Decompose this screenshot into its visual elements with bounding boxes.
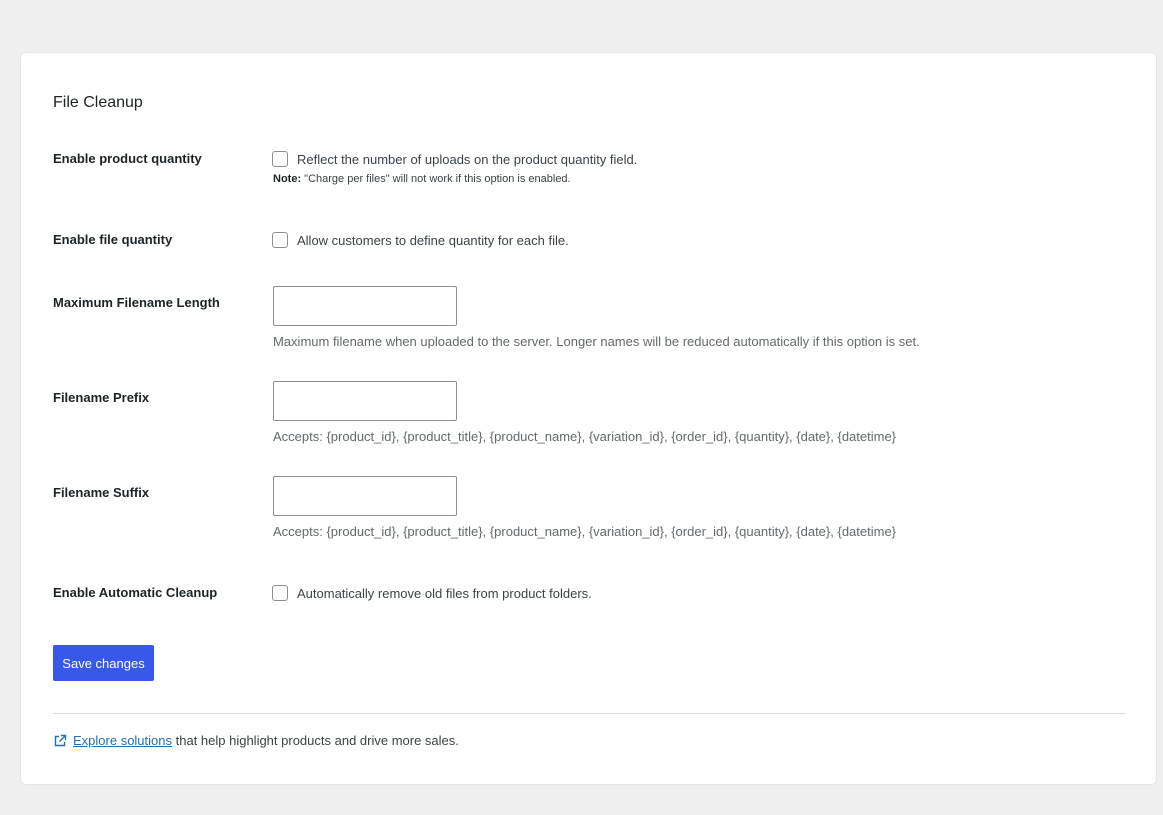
settings-card: [20, 52, 1157, 785]
max-filename-length-input[interactable]: [273, 286, 457, 326]
note-prefix: Note:: [273, 173, 302, 185]
filename-suffix-input[interactable]: [273, 476, 457, 516]
automatic-cleanup-checkbox-label[interactable]: Automatically remove old files from product folders.: [297, 586, 592, 601]
automatic-cleanup-checkbox[interactable]: [272, 585, 288, 601]
section-title: File Cleanup: [53, 94, 143, 111]
filename-prefix-label: Filename Prefix: [53, 390, 150, 405]
product-quantity-checkbox[interactable]: [272, 151, 288, 167]
file-quantity-checkbox-label[interactable]: Allow customers to define quantity for each file.: [297, 233, 569, 248]
filename-prefix-description: Accepts: {product_id}, {product_title}, {product_name}, {variation_id}, {order_id}, {quantity}, {date}, {datetime}: [273, 429, 897, 444]
save-changes-button[interactable]: Save changes: [53, 645, 154, 681]
footer-text: that help highlight products and drive more sales.: [172, 733, 459, 748]
max-filename-length-label: Maximum Filename Length: [53, 295, 220, 310]
product-quantity-note: [273, 173, 571, 185]
product-quantity-label: Enable product quantity: [53, 151, 202, 166]
note-text: "Charge per files" will not work if this option is enabled.: [301, 173, 571, 185]
automatic-cleanup-label: Enable Automatic Cleanup: [53, 585, 218, 600]
filename-suffix-label: Filename Suffix: [53, 485, 150, 500]
footer-promo: [53, 733, 459, 748]
file-quantity-label: Enable file quantity: [53, 232, 173, 247]
filename-prefix-input[interactable]: [273, 381, 457, 421]
max-filename-length-description: Maximum filename when uploaded to the server. Longer names will be reduced automatically if this option is set.: [273, 334, 920, 349]
file-quantity-checkbox[interactable]: [272, 232, 288, 248]
filename-suffix-description: Accepts: {product_id}, {product_title}, {product_name}, {variation_id}, {order_id}, {quantity}, {date}, {datetime}: [273, 524, 897, 539]
external-link-icon: [53, 734, 67, 748]
product-quantity-checkbox-label[interactable]: Reflect the number of uploads on the product quantity field.: [297, 152, 638, 167]
footer-divider: [53, 713, 1126, 714]
explore-solutions-link[interactable]: Explore solutions: [73, 733, 172, 748]
